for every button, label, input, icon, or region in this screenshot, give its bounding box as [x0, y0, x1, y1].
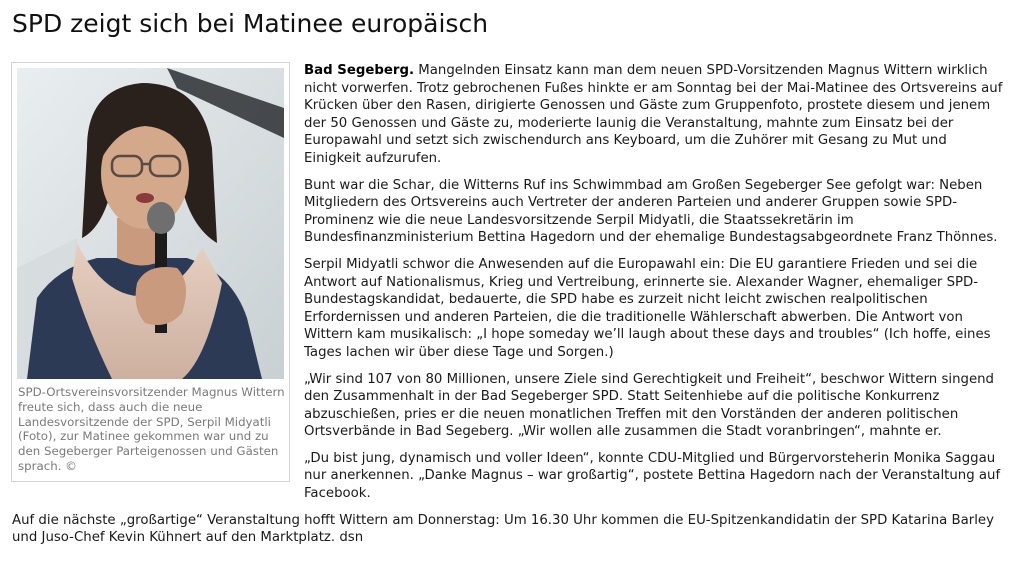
- article-paragraph: „Wir sind 107 von 80 Millionen, unsere Ziele sind Gerechtigkeit und Freiheit“, beschwor Wittern singend den Zusammenhalt in der Bad Segeberger SPD. Statt Seitenhiebe auf die politische Konkurrenz abzuschießen, pries er die neuen monatlichen Treffen mit den Vorständen der anderen politischen Ortsverbände in Bad Segeberg. „Wir wollen alle zusammen die Stadt voranbringen“, mahnte er.: [304, 371, 994, 440]
- article-paragraph-text: Mangelnden Einsatz kann man dem neuen SPD-Vorsitzenden Magnus Wittern wirklich nicht vorwerfen. Trotz gebrochenen Fußes hinkte er am Sonntag bei der Mai-Matinee des Ortsvereins auf Krücken über den Rasen, dirigierte Genossen und Gäste zum Gruppenfoto, prostete diesem und jenem der 50 Genossen und Gäste zu, moderierte launig die Veranstaltung, mahnte zum Einsatz bei der Europawahl und setzt sich zwischendurch ans Keyboard, um die Zuhörer mit Gesang zu Mut und Einigkeit aufzurufen.: [304, 63, 1003, 166]
- article-paragraph: „Du bist jung, dynamisch und voller Ideen“, konnte CDU-Mitglied und Bürgervorsteherin Monika Saggau nur anerkennen. „Danke Magnus – war großartig“, postete Bettina Hagedorn nach der Veranstaltung auf Facebook.: [304, 450, 1001, 502]
- article-body: [12, 62, 1004, 556]
- photo-caption: SPD-Ortsvereinsvorsitzender Magnus Wittern freute sich, dass auch die neue Landesvorsitzende der SPD, Serpil Midyatli (Foto), zur Matinee gekommen war und zu den Segeberger Parteigenossen und Gästen sprach. ©: [18, 385, 285, 473]
- article-dateline: Bad Segeberg.: [304, 63, 415, 78]
- article-paragraph: Bunt war die Schar, die Witterns Ruf ins Schwimmbad am Großen Segeberger See gefolgt war: Neben Mitgliedern des Ortsvereins auch Vertreter der anderen Parteien und anderer Gruppen sowie SPD-Prominenz wie die neue Landesvorsitzende Serpil Midyatli, die Staatssekretärin im Bundesfinanzministerium Bettina Hagedorn und der ehemalige Bundestagsabgeordnete Franz Thönnes.: [304, 177, 998, 246]
- photo-float-spacer: [12, 62, 304, 494]
- article-paragraph: Auf die nächste „großartige“ Veranstaltung hofft Wittern am Donnerstag: Um 16.30 Uhr kommen die EU-Spitzenkandidatin der SPD Katarina Barley und Juso-Chef Kevin Kühnert auf den Marktplatz. dsn: [12, 512, 994, 546]
- article-paragraph: Serpil Midyatli schwor die Anwesenden auf die Europawahl ein: Die EU garantiere Frieden und sei die Antwort auf Nationalismus, Krieg und Vertreibung, erinnerte sie. Alexander Wagner, ehemaliger SPD-Bundestagskandidat, bedauerte, die SPD habe es zurzeit nicht leicht zwischen realpolitischen Erfordernissen und anderen Parteien, die die traditionelle Wählerschaft abwerben. Die Antwort von Wittern kam musikalisch: „I hope someday we’ll laugh about these days and troubles“ (Ich hoffe, eines Tages lachen wir über diese Tage und Sorgen.): [304, 256, 991, 360]
- article-headline: SPD zeigt sich bei Matinee europäisch: [12, 9, 489, 38]
